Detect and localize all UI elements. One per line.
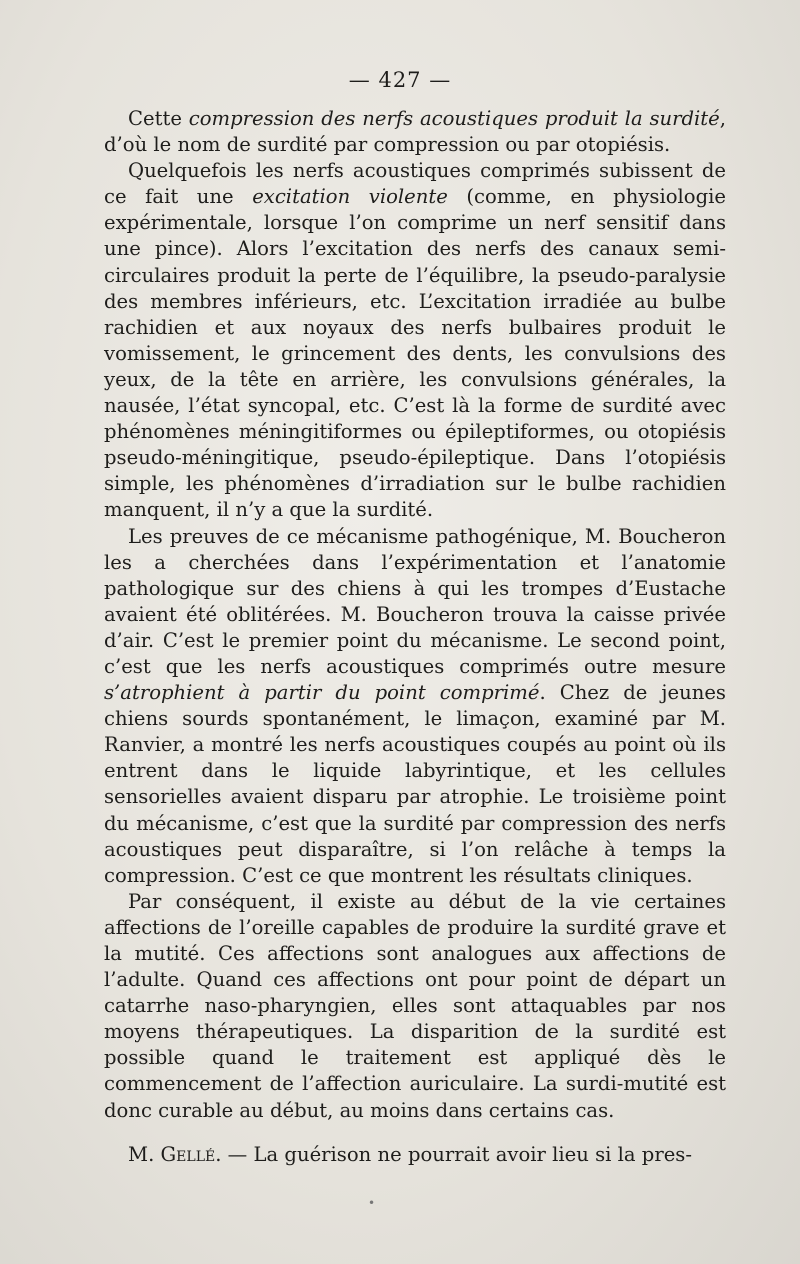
text-run: (comme, en physiologie expérimentale, lorsque l’on comprime un nerf sensitif dans une pince). Alors l’excitation des nerfs des canaux semi-circulaires produit la perte de l’équilibre, la pseudo-paralysie des membres inférieurs, etc. L’excitation irradiée au bulbe rachidien et aux noyaux des nerfs bulbaires produit le vomissement, le grincement des dents, les convulsions des yeux, de la tête en arrière, les convulsions générales, la nausée, l’état syncopal, etc. C’est là la forme de surdité avec phénomènes méningitiformes ou épileptiformes, ou otopiésis pseudo-méningitique, pseudo-épileptique. Dans l’otopiésis simple, les phénomènes d’irradiation sur le bulbe rachidien manquent, il n’y a que la surdité. [104,185,726,522]
text-run: , d’où le nom de surdité par compression ou par otopiésis. [104,107,727,157]
paragraph [104,158,726,523]
speaker-text: . — La guérison ne pourrait avoir lieu si la pres- [215,1142,692,1166]
italic-run: s’atrophient à partir du point comprimé [104,681,540,705]
page-number: — 427 — [348,68,452,92]
speaker-prefix: M. [128,1142,161,1166]
speaker-name: Gellé [160,1142,216,1166]
text-run: Par conséquent, il existe au début de la vie certaines affections de l’oreille capables de produire la surdité grave et la mutité. Ces affections sont analogues aux affections de l’adulte. Quand ces affections ont pour point de départ un catarrhe naso-pharyngien, elles sont attaquables par nos moyens thérapeutiques. La disparition de la surdité est possible quand le traitement est appliqué dès le commencement de l’affection auriculaire. La surdi-mutité est donc curable au début, au moins dans certains cas. [104,889,726,1122]
paragraph-gap [104,1124,726,1142]
body-text [104,106,726,1168]
text-run: Quelquefois les nerfs acoustiques comprimés subissent de ce fait une [104,159,726,209]
text-run: Les preuves de ce mécanisme pathogénique, M. Boucheron les a cherchées dans l’expérimentation et l’anatomie pathologique sur des chiens à qui les trompes d’Eustache avaient été oblitérées. M. Boucheron trouva la caisse privée d’air. C’est le premier point du mécanisme. Le second point, c’est que les nerfs acoustiques comprimés outre mesure [104,524,726,678]
text-run: Cette [128,107,189,130]
paragraph [104,889,726,1124]
text-run: . Chez de jeunes chiens sourds spontanément, le limaçon, examiné par M. Ranvier, a montré les nerfs acoustiques coupés au point où ils entrent dans le liquide labyrintique, et les cellules sensorielles avaient disparu par atrophie. Le troisième point du mécanisme, c’est que la surdité par compression des nerfs acoustiques peut disparaître, si l’on relâche à temps la compression. C’est ce que montrent les résultats cliniques. [104,681,726,887]
italic-run: compression des nerfs acoustiques produit la surdité [188,107,720,130]
italic-run: excitation violente [252,185,448,209]
paragraph [104,524,726,889]
speaker-paragraph [104,1142,726,1168]
print-speck: • [368,1196,376,1210]
paragraph [104,106,726,158]
